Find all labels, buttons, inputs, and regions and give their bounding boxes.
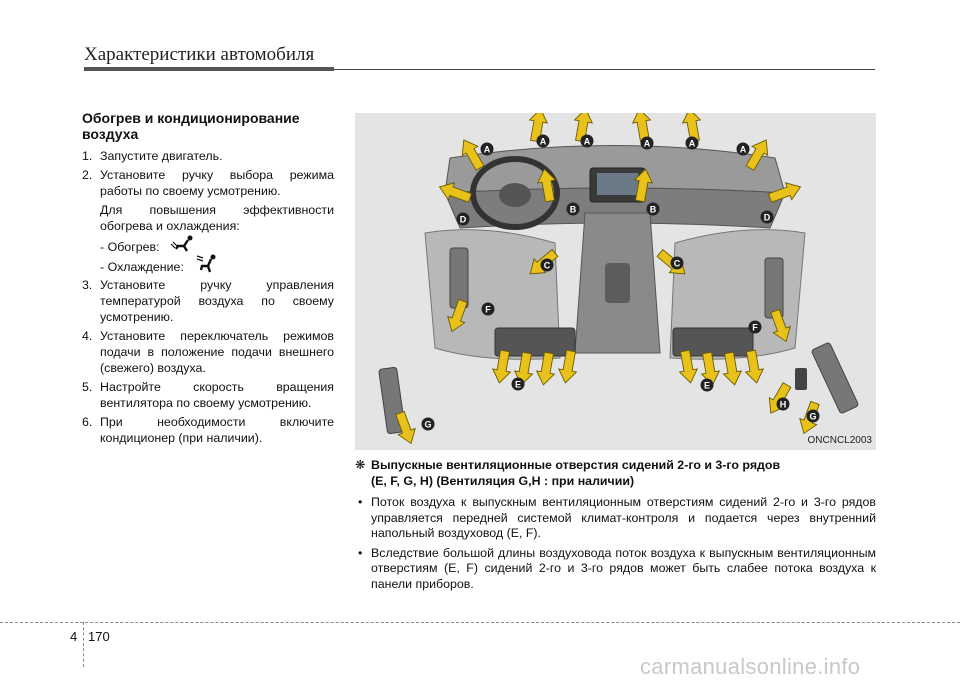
section-title-line1: Обогрев и кондиционирование xyxy=(82,110,300,126)
vent-label: A xyxy=(688,138,696,149)
step-4 xyxy=(82,328,334,376)
vent-label: C xyxy=(673,258,681,269)
section-title xyxy=(82,110,334,142)
vent-label: A xyxy=(483,144,491,155)
vent-label: A xyxy=(739,144,747,155)
vent-label: H xyxy=(779,399,787,410)
vent-label: B xyxy=(649,204,657,215)
bullet-marker: • xyxy=(358,495,363,509)
note-title-text: Выпускные вентиляционные отверстия сидений 2-го и 3-го рядов xyxy=(371,458,781,472)
section-title-line2: воздуха xyxy=(82,126,139,142)
note-subtitle: (E, F, G, H) (Вентиляция G,H : при наличии) xyxy=(371,473,635,488)
vent-label: A xyxy=(539,136,547,147)
watermark: carmanualsonline.info xyxy=(640,654,861,679)
vent-label: B xyxy=(569,204,577,215)
step-text: Установите ручку выбора режима работы по своему усмотрению. xyxy=(100,168,334,198)
floor-mode-icon xyxy=(170,235,196,259)
bullet-text: Вследствие большой длины воздуховода поток воздуха к выпускным вентиляционным отверстиям (E, F) сидений 2-го и 3-го рядов может быть слабее потока воздуха к панели приборов. xyxy=(371,545,876,591)
step-number: 6. xyxy=(82,415,93,429)
step-1 xyxy=(82,148,334,164)
footer-divider xyxy=(0,622,960,623)
note-bullet-1 xyxy=(355,495,876,542)
footer-vertical-divider xyxy=(83,622,84,667)
step-number: 1. xyxy=(82,149,93,163)
step-text: При необходимости включите кондиционер (при наличии). xyxy=(100,415,334,445)
vent-diagram-drawing xyxy=(355,113,876,450)
vent-label: D xyxy=(763,212,771,223)
step-2 xyxy=(82,167,334,199)
steps-list xyxy=(82,148,334,199)
vent-label: E xyxy=(514,379,522,390)
step-number: 5. xyxy=(82,380,93,394)
bullet-text: Поток воздуха к выпускным вентиляционным отверстиям сидений 2-го и 3-го рядов управляется передней системой климат-контроля и подается через внутренний напольный воздуховод (E, F). xyxy=(371,495,876,540)
header-rule-thick xyxy=(84,67,334,71)
step-5 xyxy=(82,379,334,411)
instructions-column xyxy=(82,110,334,449)
mode-heat-label: - Обогрев: xyxy=(100,240,160,254)
header-title: Характеристики автомобиля xyxy=(84,44,315,65)
chapter-number: 4 xyxy=(70,629,78,644)
mode-cool xyxy=(82,257,334,277)
vent-diagram xyxy=(355,113,876,450)
step-number: 2. xyxy=(82,168,93,182)
rear-vents-note xyxy=(355,458,876,596)
step-text: Установите переключатель режимов подачи в положение подачи внешнего (свежего) воздуха. xyxy=(100,329,334,375)
step-3 xyxy=(82,277,334,325)
figure-code: ONCNCL2003 xyxy=(807,435,872,446)
vent-label: A xyxy=(583,136,591,147)
vent-label: G xyxy=(809,411,817,422)
efficiency-note: Для повышения эффективности обогрева и охлаждения: xyxy=(100,203,334,233)
page-number: 170 xyxy=(88,629,110,644)
step-text: Установите ручку управления температурой воздуха по своему усмотрению. xyxy=(100,278,334,324)
steps-list-rest xyxy=(82,277,334,446)
note-title xyxy=(355,458,876,474)
bullet-marker: • xyxy=(358,545,363,560)
header-rule-thin xyxy=(334,69,875,70)
vent-label: C xyxy=(543,260,551,271)
mode-cool-label: - Охлаждение: xyxy=(100,260,184,274)
vent-label: D xyxy=(459,214,467,225)
vent-label: A xyxy=(643,138,651,149)
step-number: 4. xyxy=(82,329,93,343)
note-bullet-2 xyxy=(355,546,876,593)
vent-label: F xyxy=(485,304,491,315)
step-6 xyxy=(82,414,334,446)
note-bullets xyxy=(355,495,876,592)
note-star-icon: ❋ xyxy=(355,458,366,472)
vent-label: F xyxy=(752,322,758,333)
step-text: Запустите двигатель. xyxy=(100,149,223,163)
vent-label: G xyxy=(424,419,432,430)
step-text: Настройте скорость вращения вентилятора по своему усмотрению. xyxy=(100,380,334,410)
step-number: 3. xyxy=(82,278,93,292)
vent-label: E xyxy=(703,380,711,391)
